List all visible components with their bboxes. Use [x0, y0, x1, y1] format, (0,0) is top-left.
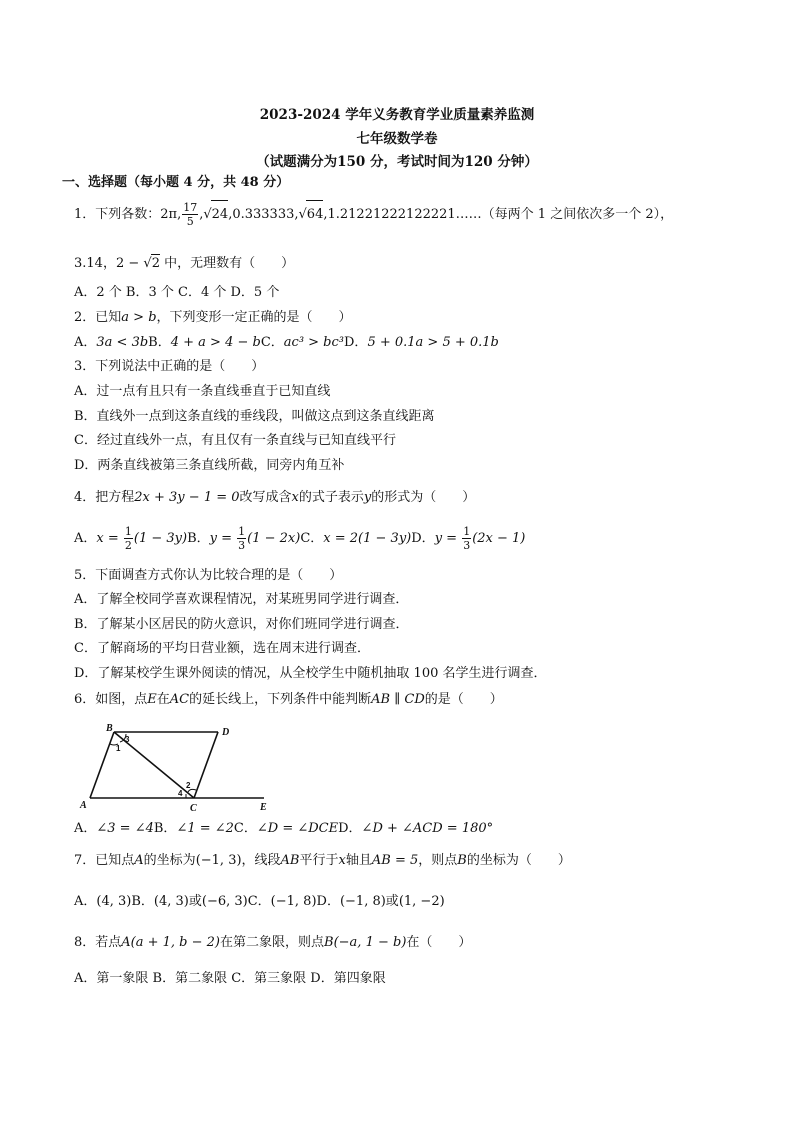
- q7-x: x: [338, 853, 346, 868]
- question-6-options: [74, 820, 493, 838]
- q4-A-rhs: (1 − 3y): [133, 531, 188, 546]
- q7-AB: AB: [280, 853, 300, 868]
- question-2-options: [74, 334, 499, 352]
- q4-C-expr: x = 2(1 − 3y): [323, 531, 412, 546]
- q4-A-frac: [124, 525, 133, 552]
- q7-C-label: C．: [247, 894, 271, 909]
- q4-C-label: C．: [300, 531, 324, 546]
- q7-B-or: 或: [188, 894, 202, 909]
- q7-A: A: [134, 853, 144, 868]
- q7-C-expr: (−1, 8): [270, 894, 317, 909]
- question-6-stem: [74, 691, 503, 709]
- question-3-option-c: C．经过直线外一点，有且仅有一条直线与已知直线平行: [74, 433, 396, 448]
- question-5-option-c: C．了解商场的平均日营业额，选在周末进行调查．: [74, 641, 370, 656]
- q6-A-label: A．: [74, 821, 97, 836]
- q6-D-label: D．: [338, 821, 362, 836]
- q7-B-label: B．: [131, 894, 154, 909]
- q6-B-label: B．: [153, 821, 177, 836]
- label-B: B: [106, 723, 113, 734]
- q8-point-A: A(a + 1, b − 2): [121, 935, 221, 950]
- line-AB: [90, 732, 114, 798]
- question-7-stem: [74, 852, 571, 870]
- question-3-option-a: A．过一点有且只有一条直线垂直于已知直线: [74, 384, 331, 399]
- q6-stem-c: 的延长线上，下列条件中能判断: [189, 692, 372, 707]
- q7-D-expr1: (−1, 8): [339, 894, 386, 909]
- question-3-option-d: D．两条直线被第三条直线所截，同旁内角互补: [74, 458, 345, 473]
- q4-B-label: B．: [187, 531, 210, 546]
- label-C: C: [190, 803, 197, 814]
- q2-optB-label: B．: [148, 335, 171, 350]
- q7-B: B: [457, 853, 467, 868]
- q4-D-frac: [462, 525, 471, 552]
- q2-optC: ac³ > bc³: [283, 335, 344, 350]
- q8-stem-b: 在第二象限，则点: [220, 935, 325, 950]
- question-3-stem: 3．下列说法中正确的是（ ）: [74, 359, 265, 374]
- line-DC: [194, 732, 218, 798]
- q6-stem-b: 在: [156, 692, 170, 707]
- q4-D-num: 1: [463, 525, 471, 538]
- q7-stem-c: ，线段: [241, 853, 281, 868]
- q4-A-num: 1: [124, 525, 132, 538]
- question-1-options: A．2 个 B．3 个 C．4 个 D．5 个: [74, 285, 280, 300]
- q4-A-label: A．: [74, 531, 97, 546]
- q4-D-rhs: (2x − 1): [472, 531, 526, 546]
- q1-tail: ,1.21221222122221……（每两个 1 之间依次多一个 2），: [323, 207, 674, 222]
- q4-stem-expr: 2x + 3y − 1 = 0: [134, 490, 240, 505]
- question-7-options: [74, 893, 445, 911]
- question-8-options: A．第一象限 B．第二象限 C．第三象限 D．第四象限: [74, 971, 386, 986]
- question-1-line2: 3.14，2 − √2 中，无理数有（ ）: [74, 256, 295, 271]
- q4-stem-x: x: [291, 490, 299, 505]
- parallelogram-figure: [74, 722, 274, 814]
- q7-D-label: D．: [316, 894, 340, 909]
- q1-line2-a: 3.14，: [74, 256, 116, 271]
- label-E: E: [260, 802, 267, 813]
- q2-optC-label: C．: [260, 335, 284, 350]
- q8-stem-c: 在（ ）: [406, 935, 472, 950]
- q4-stem-y: y: [363, 490, 372, 505]
- q2-optD: 5 + 0.1a > 5 + 0.1b: [367, 335, 499, 350]
- label-A: A: [80, 800, 87, 811]
- question-1-stem: 1．下列各数：2π, $\frac{17}{5}$ ,√24,0.333333,√64,1.21221222122221……（每两个 1 之间依次多一个 2），: [74, 201, 674, 228]
- q1-frac-num: 17: [183, 201, 198, 214]
- q7-stem-b: 的坐标为: [143, 853, 196, 868]
- q1-mid: ,0.333333,: [228, 207, 299, 222]
- q6-A-expr: ∠3 = ∠4: [96, 821, 154, 836]
- section-heading: 一、选择题（每小题 4 分，共 48 分）: [62, 175, 290, 190]
- q7-B-expr1: (4, 3): [153, 894, 189, 909]
- q4-B-den: 3: [238, 539, 246, 552]
- q7-stem-d: 平行于: [299, 853, 339, 868]
- q2-stem-a: 2．已知: [74, 310, 122, 325]
- exam-title: 2023-2024 学年义务教育学业质量素养监测: [259, 107, 535, 123]
- question-3-option-b: B．直线外一点到这条直线的垂线段，叫做这点到这条直线距离: [74, 409, 435, 424]
- q4-D-den: 3: [463, 539, 471, 552]
- q7-D-expr2: (1, −2): [398, 894, 445, 909]
- q6-stem-d: 的是（ ）: [424, 692, 503, 707]
- q6-parallel: AB ∥ CD: [371, 692, 425, 707]
- q6-B-expr: ∠1 = ∠2: [176, 821, 234, 836]
- q7-coord: (−1, 3): [195, 853, 242, 868]
- q7-stem-f: ，则点: [418, 853, 458, 868]
- question-4-stem: [74, 489, 475, 507]
- q4-B-num: 1: [238, 525, 246, 538]
- q8-point-B: B(−a, 1 − b): [324, 935, 407, 950]
- q8-stem-a: 8．若点: [74, 935, 122, 950]
- label-D: D: [222, 727, 230, 738]
- label-angle-4: 4: [178, 789, 183, 798]
- question-2-stem: [74, 309, 352, 327]
- q7-B-expr2: (−6, 3): [201, 894, 248, 909]
- q4-stem-c: 的式子表示: [298, 490, 364, 505]
- q7-A-label: A．: [74, 894, 97, 909]
- q4-A-den: 2: [124, 539, 132, 552]
- q7-D-or: 或: [385, 894, 399, 909]
- q2-optA-label: A．: [74, 335, 97, 350]
- question-4-options: [74, 524, 525, 554]
- q6-C-expr: ∠D = ∠DCE: [256, 821, 339, 836]
- q1-sqrt1: 24: [211, 200, 229, 229]
- q1-fraction: [182, 201, 198, 228]
- figure-lines: [90, 732, 264, 798]
- q4-D-label: D．: [411, 531, 435, 546]
- q4-stem-b: 改写成含: [239, 490, 292, 505]
- q2-optA: 3a < 3b: [96, 335, 149, 350]
- q6-C-label: C．: [233, 821, 257, 836]
- q4-A-lhs: x =: [96, 531, 123, 546]
- q2-optB: 4 + a > 4 − b: [170, 335, 261, 350]
- q1-line2-sqrt: 2: [151, 256, 160, 271]
- q7-A-expr: (4, 3): [96, 894, 132, 909]
- q1-line2-b: 中，无理数有（ ）: [159, 256, 295, 271]
- q1-sqrt2: 64: [306, 200, 324, 229]
- q4-D-lhs: y =: [434, 531, 462, 546]
- label-angle-3: 3: [125, 735, 130, 744]
- question-5-option-b: B．了解某小区居民的防火意识，对你们班同学进行调查．: [74, 617, 409, 632]
- q2-optD-label: D．: [344, 335, 368, 350]
- question-8-stem: [74, 934, 471, 952]
- question-5-option-d: D．了解某校学生课外阅读的情况，从全校学生中随机抽取 100 名学生进行调查．: [74, 666, 547, 681]
- q4-B-rhs: (1 − 2x): [247, 531, 301, 546]
- q7-stem-a: 7．已知点: [74, 853, 135, 868]
- q4-B-frac: [237, 525, 246, 552]
- q7-stem-g: 的坐标为（ ）: [466, 853, 571, 868]
- label-angle-1: 1: [116, 744, 121, 753]
- label-angle-2: 2: [186, 781, 191, 790]
- q6-E: E: [147, 692, 157, 707]
- q6-D-expr: ∠D + ∠ACD = 180°: [361, 821, 494, 836]
- question-5-option-a: A．了解全校同学喜欢课程情况，对某班男同学进行调查．: [74, 592, 409, 607]
- q2-stem-b: ，下列变形一定正确的是（ ）: [156, 310, 352, 325]
- q2-stem-expr: a > b: [121, 310, 157, 325]
- q4-B-lhs: y =: [209, 531, 237, 546]
- q6-AC: AC: [169, 692, 190, 707]
- question-5-stem: 5．下面调查方式你认为比较合理的是（ ）: [74, 568, 343, 583]
- q4-stem-a: 4．把方程: [74, 490, 135, 505]
- exam-subtitle: 七年级数学卷: [356, 131, 438, 147]
- q1-line2-expr: 2 −: [115, 256, 144, 271]
- q7-stem-e: 轴且: [345, 853, 372, 868]
- q4-stem-d: 的形式为（ ）: [371, 490, 476, 505]
- q1-frac-den: 5: [186, 215, 194, 228]
- q7-eq: AB = 5: [371, 853, 419, 868]
- exam-note: （试题满分为150 分，考试时间为120 分钟）: [256, 154, 538, 170]
- q1-prefix: 1．下列各数：2π,: [74, 207, 182, 222]
- q6-stem-a: 6．如图，点: [74, 692, 148, 707]
